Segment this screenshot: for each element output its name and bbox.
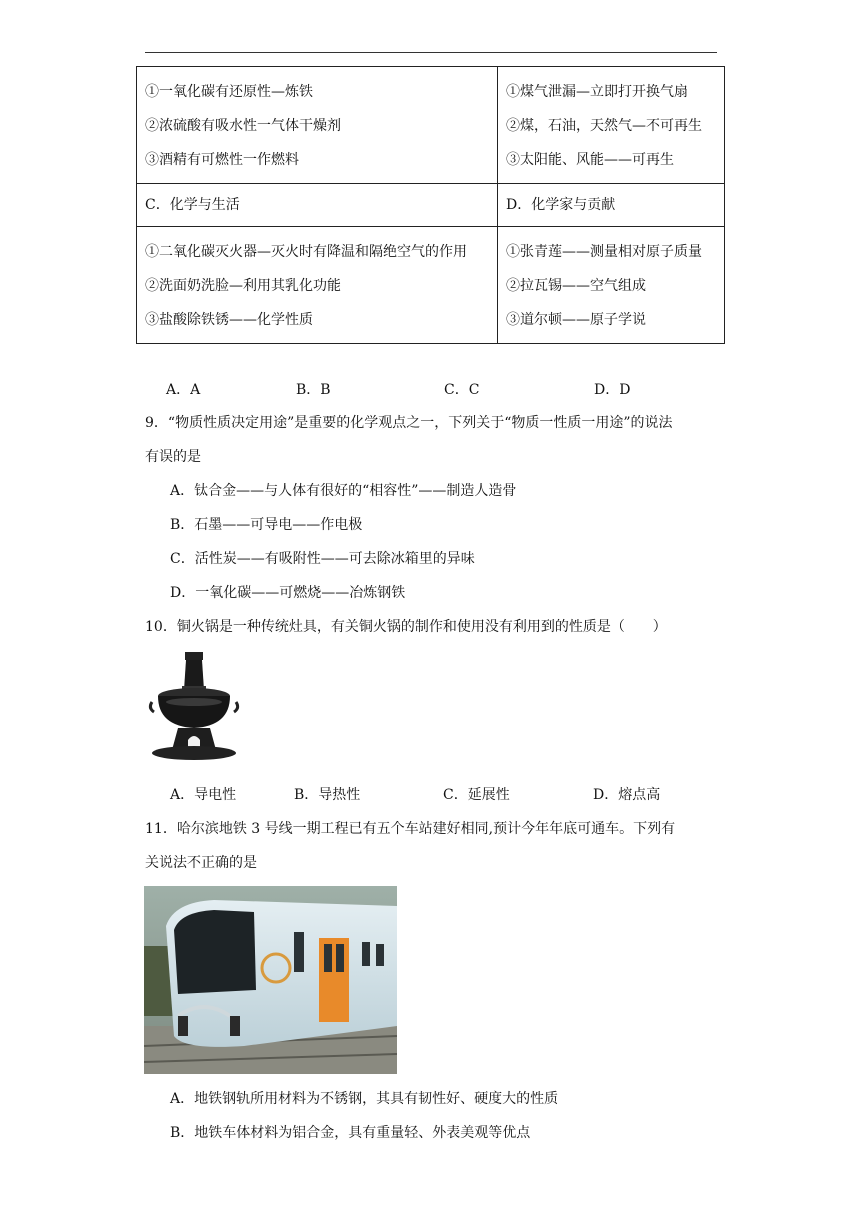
cell-line: ②拉瓦锡——空气组成 bbox=[506, 278, 646, 294]
option-c[interactable]: C．C bbox=[444, 382, 480, 398]
cell-line: ①一氧化碳有还原性—炼铁 bbox=[145, 84, 313, 100]
table-row bbox=[137, 67, 725, 184]
option-b[interactable]: B．B bbox=[296, 382, 331, 398]
q8-options bbox=[166, 377, 766, 403]
cell-line: ①二氧化碳灭火器—灭火时有降温和隔绝空气的作用 bbox=[145, 244, 467, 260]
table-cell bbox=[137, 67, 498, 184]
question-line: 有误的是 bbox=[145, 449, 201, 465]
option-d[interactable]: D．D bbox=[594, 382, 631, 398]
option-a[interactable]: A．A bbox=[166, 382, 201, 398]
cell-line: ①煤气泄漏—立即打开换气扇 bbox=[506, 84, 688, 100]
option-a[interactable]: A．导电性 bbox=[170, 787, 237, 803]
table-cell bbox=[498, 227, 725, 344]
q11-option-b[interactable]: B．地铁车体材料为铝合金，具有重量轻、外表美观等优点 bbox=[170, 1125, 531, 1141]
q9-option-b[interactable]: B．石墨——可导电——作电极 bbox=[170, 517, 363, 533]
cell-line: ①张青莲——测量相对原子质量 bbox=[506, 244, 702, 260]
question-10-stem bbox=[145, 610, 725, 644]
cell-line: ②浓硫酸有吸水性一气体干燥剂 bbox=[145, 118, 341, 134]
q9-option-a[interactable]: A．钛合金——与人体有很好的“相容性”——制造人造骨 bbox=[170, 483, 517, 499]
copper-hotpot-image bbox=[144, 650, 244, 762]
cell-line: ③酒精有可燃性一作燃料 bbox=[145, 152, 299, 168]
q11-option-a[interactable]: A．地铁钢轨所用材料为不锈钢，其具有韧性好、硬度大的性质 bbox=[170, 1091, 559, 1107]
comparison-table bbox=[136, 66, 725, 344]
cell-line: ③道尔顿——原子学说 bbox=[506, 312, 646, 328]
question-line: 关说法不正确的是 bbox=[145, 855, 257, 871]
table-cell bbox=[137, 227, 498, 344]
table-cell bbox=[498, 67, 725, 184]
question-9-stem bbox=[145, 406, 725, 474]
option-b[interactable]: B．导热性 bbox=[294, 787, 361, 803]
question-line: 10．铜火锅是一种传统灶具，有关铜火锅的制作和使用没有利用到的性质是（ ） bbox=[145, 619, 667, 635]
q9-option-c[interactable]: C．活性炭——有吸附性——可去除冰箱里的异味 bbox=[170, 551, 475, 567]
q9-option-d[interactable]: D．一氧化碳——可燃烧——冶炼钢铁 bbox=[170, 585, 406, 601]
header-rule bbox=[145, 52, 717, 53]
table-row bbox=[137, 227, 725, 344]
cell-line: ③盐酸除铁锈——化学性质 bbox=[145, 312, 313, 328]
option-d[interactable]: D．熔点高 bbox=[593, 787, 661, 803]
table-row bbox=[137, 184, 725, 227]
q10-options bbox=[166, 782, 766, 808]
table-header-cell: D．化学家与贡献 bbox=[498, 184, 725, 227]
question-line: 9．“物质性质决定用途”是重要的化学观点之一，下列关于“物质一性质一用途”的说法 bbox=[145, 415, 673, 431]
question-line: 11．哈尔滨地铁 3 号线一期工程已有五个车站建好相同,预计今年年底可通车。下列有 bbox=[145, 821, 676, 837]
cell-line: ③太阳能、风能——可再生 bbox=[506, 152, 674, 168]
table-header-cell: C．化学与生活 bbox=[137, 184, 498, 227]
cell-line: ②煤，石油，天然气—不可再生 bbox=[506, 118, 702, 134]
cell-line: ②洗面奶洗脸—利用其乳化功能 bbox=[145, 278, 341, 294]
option-c[interactable]: C．延展性 bbox=[443, 787, 510, 803]
subway-train-image bbox=[144, 886, 397, 1074]
question-11-stem bbox=[145, 812, 725, 880]
